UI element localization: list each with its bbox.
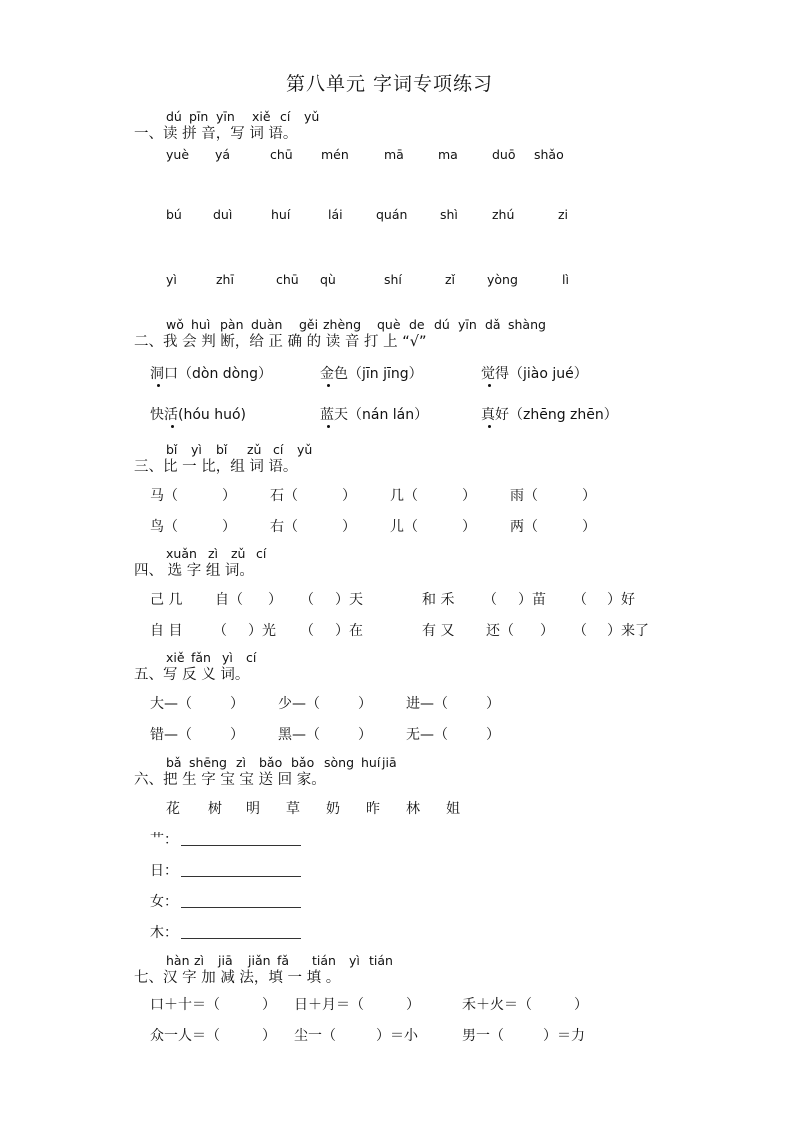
section-heading: 四、 选 字 组 词。 xyxy=(134,563,254,579)
pinyin-word: zhú xyxy=(492,207,515,222)
emphasis-dot xyxy=(327,384,330,387)
blank-close: ） xyxy=(262,997,276,1013)
blank-label[interactable]: （ xyxy=(573,592,587,608)
blank-close: ）在 xyxy=(335,623,363,639)
section-heading: 七、汉 字 加 减 法，填 一 填 。 xyxy=(134,970,341,986)
heading-pinyin: yì xyxy=(191,442,202,457)
heading-pinyin: cí xyxy=(273,442,284,457)
blank-close: ） xyxy=(342,488,356,504)
equation[interactable]: 禾＋火＝（ xyxy=(462,997,532,1013)
heading-pinyin: zì xyxy=(208,546,219,561)
heading-pinyin: tián xyxy=(312,953,336,968)
answer-line[interactable] xyxy=(181,907,301,908)
pinyin-word: bú xyxy=(166,207,182,222)
blank-close: ） xyxy=(582,488,596,504)
pinyin-word: yuè xyxy=(166,147,190,162)
character[interactable]: 明 xyxy=(246,801,260,817)
blank-label[interactable]: 自（ xyxy=(215,592,243,608)
char-pair: 己 几 xyxy=(150,592,183,608)
blank-label[interactable]: 雨（ xyxy=(510,488,538,504)
blank-label[interactable]: （ xyxy=(300,623,314,639)
radical-label: 艹： xyxy=(150,832,178,848)
heading-pinyin: de xyxy=(409,317,425,332)
heading-pinyin: huì xyxy=(191,317,211,332)
heading-pinyin: pàn xyxy=(220,317,244,332)
blank-label[interactable]: 还（ xyxy=(486,623,514,639)
heading-pinyin: cí xyxy=(246,650,257,665)
blank-label[interactable]: 几（ xyxy=(390,488,418,504)
blank-label[interactable]: 儿（ xyxy=(390,519,418,535)
blank-label[interactable]: 大—（ xyxy=(150,696,192,712)
section-heading: 一、读 拼 音，写 词 语。 xyxy=(134,126,298,142)
blank-close: ）天 xyxy=(335,592,363,608)
section-heading: 六、把 生 字 宝 宝 送 回 家。 xyxy=(134,772,326,788)
radical-label: 女： xyxy=(150,894,178,910)
blank-label[interactable]: 无—（ xyxy=(406,727,448,743)
blank-close: ）来了 xyxy=(607,623,649,639)
page-title: 第八单元 字词专项练习 xyxy=(286,73,494,95)
blank-close: ） xyxy=(582,519,596,535)
answer-line[interactable] xyxy=(181,845,301,846)
section-heading: 三、比 一 比，组 词 语。 xyxy=(134,459,298,475)
heading-pinyin: gěi xyxy=(299,317,319,332)
pinyin-word: yá xyxy=(215,147,231,162)
emphasis-dot xyxy=(157,384,160,387)
char-pair: 有 又 xyxy=(422,623,455,639)
blank-close: ）好 xyxy=(607,592,635,608)
blank-close: ） xyxy=(486,727,500,743)
pinyin-word: qù xyxy=(320,272,336,287)
heading-pinyin: shēng xyxy=(189,755,227,770)
heading-pinyin: bǎo xyxy=(259,755,283,770)
pinyin-word: chū xyxy=(276,272,299,287)
choice-item[interactable]: 洞口（dòn dòng） xyxy=(150,366,272,382)
answer-line[interactable] xyxy=(181,876,301,877)
char-pair: 和 禾 xyxy=(422,592,455,608)
heading-pinyin: xiě xyxy=(252,109,271,124)
heading-pinyin: yì xyxy=(222,650,233,665)
blank-close: ） xyxy=(462,488,476,504)
pinyin-word: yì xyxy=(166,272,177,287)
heading-pinyin: fǎ xyxy=(277,953,290,968)
blank-label[interactable]: （ xyxy=(213,623,227,639)
choice-item[interactable]: 蓝天（nán lán） xyxy=(320,407,429,423)
heading-pinyin: bǐ xyxy=(166,442,178,457)
heading-pinyin: fǎn xyxy=(191,650,211,665)
heading-pinyin: dú xyxy=(166,109,182,124)
radical-label: 木： xyxy=(150,925,178,941)
pinyin-word: ma xyxy=(438,147,458,162)
equation[interactable]: 尘一（ xyxy=(294,1028,336,1044)
radical-label: 日： xyxy=(150,863,178,879)
character[interactable]: 姐 xyxy=(446,801,460,817)
blank-label[interactable]: 右（ xyxy=(270,519,298,535)
blank-label[interactable]: 少—（ xyxy=(278,696,320,712)
pinyin-word: mā xyxy=(384,147,404,162)
heading-pinyin: xuǎn xyxy=(166,546,197,561)
blank-close: ）＝力 xyxy=(543,1028,585,1044)
character[interactable]: 花 xyxy=(166,801,180,817)
character[interactable]: 昨 xyxy=(366,801,380,817)
blank-close: ） xyxy=(406,997,420,1013)
pinyin-word: duō xyxy=(492,147,516,162)
pinyin-word: zǐ xyxy=(445,272,456,287)
heading-pinyin: dǎ xyxy=(485,317,501,332)
heading-pinyin: xiě xyxy=(166,650,185,665)
blank-close: ） xyxy=(358,727,372,743)
blank-close: ） xyxy=(540,623,554,639)
heading-pinyin: zì xyxy=(194,953,205,968)
blank-label[interactable]: （ xyxy=(573,623,587,639)
blank-close: ） xyxy=(342,519,356,535)
heading-pinyin: yì xyxy=(349,953,360,968)
pinyin-word: quán xyxy=(376,207,408,222)
heading-pinyin: cí xyxy=(280,109,291,124)
emphasis-dot xyxy=(171,425,174,428)
heading-pinyin: tián xyxy=(369,953,393,968)
heading-pinyin: jiǎn xyxy=(248,953,271,968)
blank-close: ） xyxy=(230,696,244,712)
pinyin-word: zhī xyxy=(216,272,234,287)
blank-label[interactable]: （ xyxy=(300,592,314,608)
heading-pinyin: què xyxy=(377,317,401,332)
emphasis-dot xyxy=(488,384,491,387)
equation[interactable]: 众一人＝（ xyxy=(150,1028,220,1044)
blank-label[interactable]: 错—（ xyxy=(150,727,192,743)
blank-close: ） xyxy=(230,727,244,743)
character[interactable]: 奶 xyxy=(326,801,340,817)
section-heading: 五、写 反 义 词。 xyxy=(134,667,250,683)
heading-pinyin: huí xyxy=(361,755,381,770)
heading-pinyin: duàn xyxy=(251,317,283,332)
blank-label[interactable]: 石（ xyxy=(270,488,298,504)
pinyin-word: shǎo xyxy=(534,147,564,162)
blank-close: ） xyxy=(486,696,500,712)
heading-pinyin: yīn xyxy=(458,317,477,332)
heading-pinyin: cí xyxy=(256,546,267,561)
blank-label[interactable]: （ xyxy=(483,592,497,608)
answer-line[interactable] xyxy=(181,938,301,939)
blank-label[interactable]: 鸟（ xyxy=(150,519,178,535)
char-pair: 自 目 xyxy=(150,623,183,639)
heading-pinyin: zǔ xyxy=(231,546,246,561)
heading-pinyin: bǎo xyxy=(291,755,315,770)
blank-close: ） xyxy=(574,997,588,1013)
pinyin-word: huí xyxy=(271,207,291,222)
emphasis-dot xyxy=(488,425,491,428)
blank-close: ）光 xyxy=(248,623,276,639)
blank-label[interactable]: 两（ xyxy=(510,519,538,535)
choice-item[interactable]: 快活(hóu huó) xyxy=(150,407,246,423)
heading-pinyin: shàng xyxy=(508,317,546,332)
blank-close: ） xyxy=(268,592,282,608)
blank-close: ） xyxy=(222,519,236,535)
pinyin-word: lái xyxy=(328,207,343,222)
pinyin-word: shì xyxy=(440,207,458,222)
heading-pinyin: zhèng xyxy=(323,317,362,332)
pinyin-word: mén xyxy=(321,147,349,162)
equation[interactable]: 日＋月＝（ xyxy=(294,997,364,1013)
blank-close: ） xyxy=(358,696,372,712)
pinyin-word: lì xyxy=(562,272,569,287)
choice-item[interactable]: 金色（jīn jīng） xyxy=(320,366,423,382)
blank-label[interactable]: 进—（ xyxy=(406,696,448,712)
blank-close: ）＝小 xyxy=(376,1028,418,1044)
character[interactable]: 林 xyxy=(406,801,420,817)
choice-item[interactable]: 真好（zhēng zhēn） xyxy=(481,407,618,423)
heading-pinyin: pīn xyxy=(189,109,209,124)
heading-pinyin: dú xyxy=(434,317,450,332)
heading-pinyin: bǎ xyxy=(166,755,182,770)
heading-pinyin: wǒ xyxy=(166,317,184,332)
pinyin-word: zi xyxy=(558,207,569,222)
heading-pinyin: zǔ xyxy=(247,442,262,457)
blank-close: ）苗 xyxy=(518,592,546,608)
heading-pinyin: bǐ xyxy=(216,442,228,457)
blank-close: ） xyxy=(222,488,236,504)
pinyin-word: yòng xyxy=(487,272,518,287)
pinyin-word: duì xyxy=(213,207,233,222)
heading-pinyin: jiā xyxy=(382,755,397,770)
blank-close: ） xyxy=(262,1028,276,1044)
heading-pinyin: yīn xyxy=(216,109,235,124)
heading-pinyin: sòng xyxy=(324,755,355,770)
section-heading: 二、我 会 判 断，给 正 确 的 读 音 打 上 “√” xyxy=(134,334,427,350)
heading-pinyin: yǔ xyxy=(304,109,320,124)
emphasis-dot xyxy=(327,425,330,428)
character[interactable]: 树 xyxy=(208,801,222,817)
choice-item[interactable]: 觉得（jiào jué） xyxy=(481,366,588,382)
blank-label[interactable]: 马（ xyxy=(150,488,178,504)
character[interactable]: 草 xyxy=(286,801,300,817)
heading-pinyin: jiā xyxy=(218,953,233,968)
blank-label[interactable]: 黑—（ xyxy=(278,727,320,743)
heading-pinyin: yǔ xyxy=(297,442,313,457)
heading-pinyin: hàn xyxy=(166,953,190,968)
equation[interactable]: 口＋十＝（ xyxy=(150,997,220,1013)
pinyin-word: chū xyxy=(270,147,293,162)
blank-close: ） xyxy=(462,519,476,535)
pinyin-word: shí xyxy=(384,272,402,287)
equation[interactable]: 男一（ xyxy=(462,1028,504,1044)
heading-pinyin: zì xyxy=(236,755,247,770)
